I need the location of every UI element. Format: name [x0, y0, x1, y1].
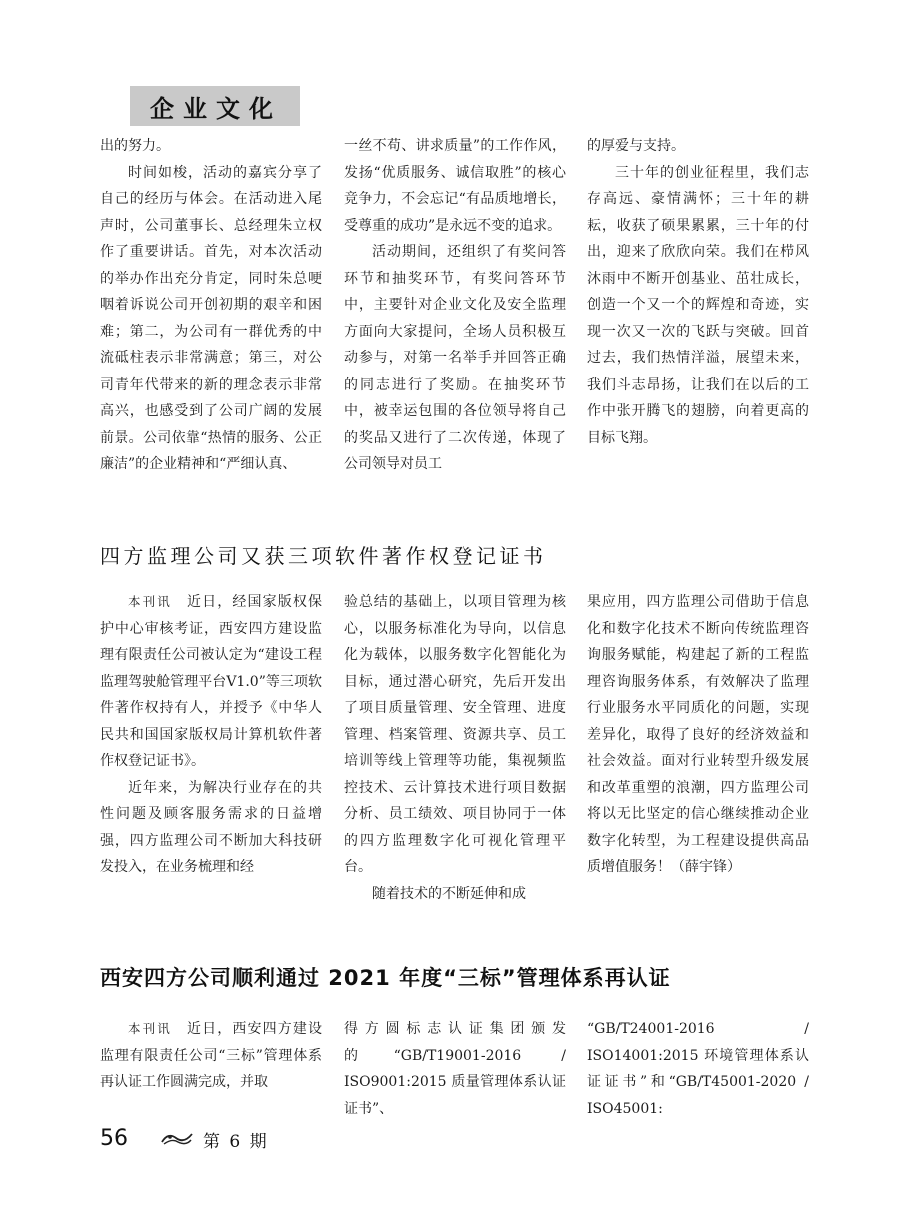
paragraph — [344, 1016, 566, 1122]
article1-column-3 — [587, 133, 809, 451]
article1-column-2 — [344, 133, 566, 478]
paragraph-text: 出的努力。 — [100, 138, 170, 154]
paragraph — [344, 239, 566, 478]
paragraph-text: 的厚爱与支持。 — [587, 138, 685, 154]
paragraph — [100, 775, 322, 881]
paragraph — [344, 589, 566, 881]
issue-label: 第 6 期 — [203, 1132, 269, 1152]
paragraph — [100, 160, 322, 478]
paragraph-text: 验总结的基础上，以项目管理为核心，以服务标准化为导向，以信息化为载体，以服务数字化智能化为目标，通过潜心研究，先后开发出了项目质量管理、安全管理、进度管理、档案管理、资源共享、员工培训等线上管理等功能，集视频监控技术、云计算技术进行项目数据分析、员工绩效、项目协同于一体的四方监理数字化可视化管理平台。 — [344, 594, 566, 875]
paragraph — [344, 881, 566, 908]
paragraph-text: 一丝不苟、讲求质量”的工作作风，发扬“优质服务、诚信取胜”的核心竞争力，不会忘记“有品质地增长，受尊重的成功”是永远不变的追求。 — [344, 138, 566, 234]
article2-title: 四方监理公司又获三项软件著作权登记证书 — [100, 544, 547, 568]
byline: 本刊讯 — [128, 594, 172, 609]
paragraph-text: 得方圆标志认证集团颁发的“GB/T19001-2016 / ISO9001:2015 质量管理体系认证证书”、 — [344, 1021, 566, 1117]
magazine-ornament-icon — [160, 1130, 194, 1146]
paragraph — [587, 133, 809, 160]
article3-column-1 — [100, 1016, 322, 1096]
paragraph-text: 近年来，为解决行业存在的共性问题及顾客服务需求的日益增强，四方监理公司不断加大科技研发投入，在业务梳理和经 — [100, 779, 322, 875]
paragraph-text: 三十年的创业征程里，我们志存高远、豪情满怀；三十年的耕耘，收获了硕果累累，三十年的付出，迎来了欣欣向荣。我们在栉风沐雨中不断开创基业、茁壮成长，创造一个又一个的辉煌和奇迹，实现一次又一次的飞跃与突破。回首过去，我们热情洋溢，展望未来，我们斗志昂扬，让我们在以后的工作中张开腾飞的翅膀，向着更高的目标飞翔。 — [587, 164, 809, 446]
article3-title: 西安四方公司顺利通过 2021 年度“三标”管理体系再认证 — [100, 966, 671, 990]
byline: 本刊讯 — [128, 1021, 172, 1036]
paragraph — [587, 160, 809, 452]
article2-column-2 — [344, 589, 566, 907]
section-tag — [130, 86, 300, 126]
paragraph-text: “GB/T24001-2016 / ISO14001:2015 环境管理体系认证证书”和“GB/T45001-2020 / ISO45001: — [587, 1021, 809, 1117]
article3-column-2 — [344, 1016, 566, 1122]
paragraph — [587, 1016, 809, 1122]
article1-column-1 — [100, 133, 322, 478]
section-tag-label: 企业文化 — [150, 95, 282, 123]
paragraph — [100, 589, 322, 775]
article3-column-3 — [587, 1016, 809, 1122]
paragraph — [587, 589, 809, 881]
article2-column-3 — [587, 589, 809, 881]
paragraph-text: 果应用，四方监理公司借助于信息化和数字化技术不断向传统监理咨询服务赋能，构建起了新的工程监理咨询服务体系，有效解决了监理行业服务水平同质化的问题，实现差异化，取得了良好的经济效益和社会效益。面对行业转型升级发展和改革重塑的浪潮，四方监理公司将以无比坚定的信心继续推动企业数字化转型，为工程建设提供高品质增值服务！（薛宇锋） — [587, 594, 809, 875]
paragraph-text: 随着技术的不断延伸和成 — [372, 885, 526, 902]
paragraph-text: 时间如梭，活动的嘉宾分享了自己的经历与体会。在活动进入尾声时，公司董事长、总经理朱立权作了重要讲话。首先，对本次活动的举办作出充分肯定，同时朱总哽咽着诉说公司开创初期的艰辛和困难；第二，为公司有一群优秀的中流砥柱表示非常满意；第三，对公司青年代带来的新的理念表示非常高兴，也感受到了公司广阔的发展前景。公司依靠“热情的服务、公正廉洁”的企业精神和“严细认真、 — [100, 164, 322, 472]
paragraph-text: 近日，西安四方建设监理有限责任公司“三标”管理体系再认证工作圆满完成，并取 — [100, 1021, 322, 1090]
paragraph — [100, 133, 322, 160]
paragraph-text: 近日，经国家版权保护中心审核考证，西安四方建设监理有限责任公司被认定为“建设工程监理驾驶舱管理平台V1.0”等三项软件著作权持有人，并授予《中华人民共和国国家版权局计算机软件著作权登记证书》。 — [100, 594, 322, 769]
paragraph — [100, 1016, 322, 1096]
article2-column-1 — [100, 589, 322, 881]
paragraph-text: 活动期间，还组织了有奖问答环节和抽奖环节，有奖问答环节中，主要针对企业文化及安全监理方面向大家提问，全场人员积极互动参与，对第一名举手并回答正确的同志进行了奖励。在抽奖环节中，被幸运包围的各位领导将自己的奖品又进行了二次传递，体现了公司领导对员工 — [344, 244, 566, 472]
page-number: 56 — [100, 1126, 128, 1151]
paragraph — [344, 133, 566, 239]
